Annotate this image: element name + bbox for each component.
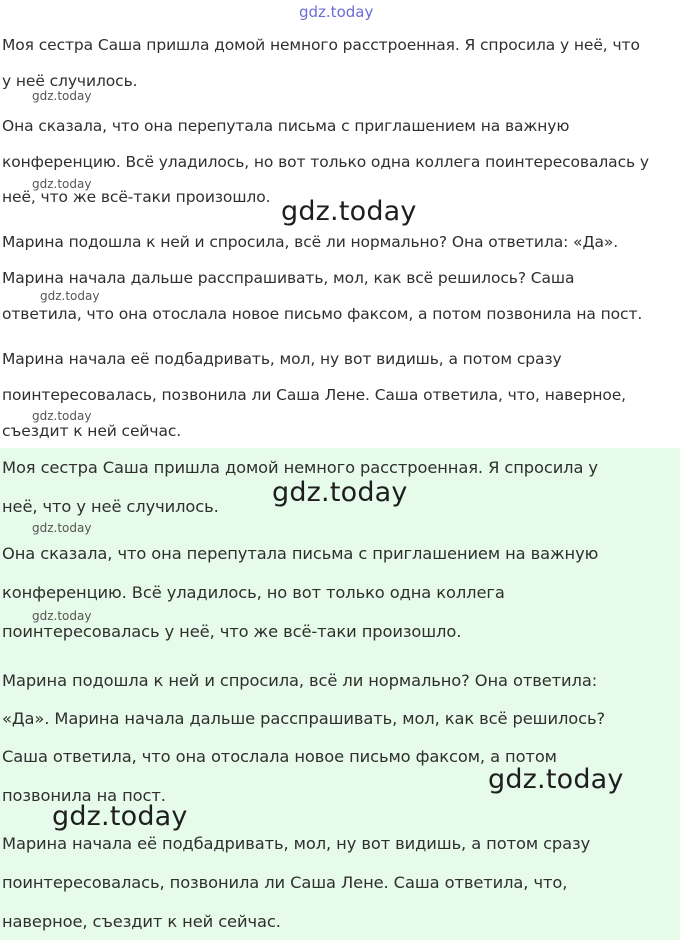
text-line: Она сказала, что она перепутала письма с приглашением на важную [2, 544, 599, 563]
text-line: Саша ответила, что она отослала новое письмо факсом, а потом [2, 747, 557, 766]
text-line: Моя сестра Саша пришла домой немного расстроенная. Я спросила у неё, что [2, 36, 640, 54]
text-line: Марина начала её подбадривать, мол, ну вот видишь, а потом сразу [2, 834, 591, 853]
large-watermark: gdz.today [281, 196, 417, 227]
small-watermark: gdz.today [32, 89, 92, 103]
text-line: Она сказала, что она перепутала письма с приглашением на важную [2, 117, 570, 135]
text-line: ответила, что она отослала новое письмо факсом, а потом позвонила на пост. [2, 305, 643, 323]
text-line: у неё случилось. [2, 72, 138, 90]
large-watermark: gdz.today [52, 801, 188, 832]
small-watermark: gdz.today [40, 289, 100, 303]
text-line: наверное, съездит к ней сейчас. [2, 912, 281, 931]
header-watermark: gdz.today [299, 3, 374, 21]
text-line: конференцию. Всё уладилось, но вот только одна коллега поинтересовалась у [2, 153, 649, 171]
text-line: съездит к ней сейчас. [2, 422, 182, 440]
text-line: неё, что же всё-таки произошло. [2, 188, 271, 206]
text-line: «Да». Марина начала дальше расспрашивать, мол, как всё решилось? [2, 709, 606, 728]
large-watermark: gdz.today [488, 764, 624, 795]
text-line: неё, что у неё случилось. [2, 497, 219, 516]
small-watermark: gdz.today [32, 609, 92, 623]
text-line: Марина подошла к ней и спросила, всё ли нормально? Она ответила: «Да». [2, 233, 619, 251]
text-line: Марина начала дальше расспрашивать, мол, как всё решилось? Саша [2, 269, 575, 287]
small-watermark: gdz.today [32, 177, 92, 191]
large-watermark: gdz.today [272, 477, 408, 508]
text-line: конференцию. Всё уладилось, но вот только одна коллега [2, 583, 505, 602]
small-watermark: gdz.today [32, 521, 92, 535]
text-line: поинтересовалась у неё, что же всё-таки произошло. [2, 622, 462, 641]
text-line: поинтересовалась, позвонила ли Саша Лене. Саша ответила, что, наверное, [2, 386, 627, 404]
text-line: Марина начала её подбадривать, мол, ну вот видишь, а потом сразу [2, 350, 562, 368]
small-watermark: gdz.today [32, 409, 92, 423]
text-line: Марина подошла к ней и спросила, всё ли нормально? Она ответила: [2, 671, 598, 690]
text-line: позвонила на пост. [2, 786, 166, 805]
text-line: поинтересовалась, позвонила ли Саша Лене. Саша ответила, что, [2, 873, 568, 892]
edited-text-section [0, 448, 680, 940]
text-line: Моя сестра Саша пришла домой немного расстроенная. Я спросила у [2, 458, 598, 477]
